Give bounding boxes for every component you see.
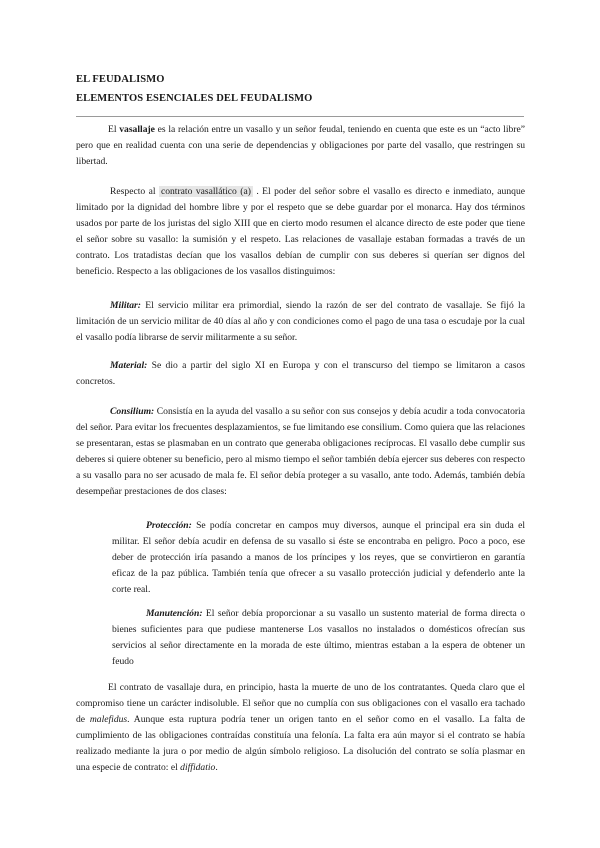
paragraph-contrato: [76, 184, 525, 280]
p1-text-a: El: [108, 124, 120, 135]
p2-text-b: . El poder del señor sobre el vasallo es directo e inmediato, aunque limitado por la dignidad del hombre libre y por el respeto que se debe guardar por el monarca. Hay dos términos usados por parte de los juristas del siglo XIII que en cierto modo resumen el alcance directo de este poder que tiene el señor sobre su vasallo: la sumisión y el respeto. Las relaciones de vasallaje estaban formadas a través de un contrato. Los tratadistas decían que los vasallos debían de cumplir con sus deberes si querían ser dignos del beneficio. Respecto a las obligaciones de los vasallos distinguimos:: [76, 186, 525, 277]
highlighted-term: contrato vasallático (a): [160, 186, 251, 197]
consilium-text: Consistía en la ayuda del vasallo a su señor con sus consejos y debía acudir a toda convocatoria del señor. Para evitar los frecuentes desplazamientos, se fue limitando ese consilium. Como quiera que las relaciones se presentaran, estas se plasmaban en un contrato que generaba obligaciones recíprocas. El vasallo debe cumplir sus deberes si quiere obtener su beneficio, pero al mismo tiempo el señor también debía ejercer sus deberes con respecto a su vasallo para no ser acusado de mala fe. El señor debía proteger a su vasallo, ante todo. Además, también debía desempeñar prestaciones de dos clases:: [76, 406, 525, 497]
p3-text-c: .: [215, 762, 218, 773]
document-subtitle: ELEMENTOS ESENCIALES DEL FEUDALISMO: [76, 93, 313, 104]
heading-divider: [76, 116, 524, 117]
obligation-consilium: [76, 404, 525, 500]
obligation-militar: [76, 298, 525, 346]
label-material: Material:: [110, 360, 148, 371]
term-malefidus: malefidus: [89, 714, 128, 725]
term-diffidatio: diffidatio: [180, 762, 216, 773]
paragraph-vasallaje: [76, 122, 525, 170]
term-vasallaje: vasallaje: [119, 124, 155, 135]
prestacion-manutencion: [112, 606, 525, 670]
label-consilium: Consilium:: [110, 406, 155, 417]
manutencion-text: El señor debía proporcionar a su vasallo un sustento material de forma directa o bienes suficientes para que pudiese mantenerse Los vasallos no instalados o domésticos ofrecían sus servicios al señor directamente en la morada de este último, mientras estaban a la espera de obtener un feudo: [112, 608, 525, 667]
militar-text: El servicio militar era primordial, siendo la razón de ser del contrato de vasallaje. Se fijó la limitación de un servicio militar de 40 días al año y con condiciones como el pago de una tasa o escudaje por la cual el vasallo podía librarse de servir militarmente a su señor.: [76, 300, 525, 343]
obligation-material: [76, 358, 525, 390]
document-title: EL FEUDALISMO: [76, 74, 165, 85]
p2-text-a: Respecto al: [110, 186, 159, 197]
prestacion-proteccion: [112, 518, 525, 598]
label-militar: Militar:: [110, 300, 141, 311]
p3-text-b: . Aunque esta ruptura podría tener un origen tanto en el señor como en el vasallo. La falta de cumplimiento de las obligaciones contraídas constituía una felonía. La falta era aún mayor si el contrato se había realizado mediante la jura o por medio de algún símbolo religioso. La disolución del contrato se solía plasmar en una especie de contrato: el: [76, 714, 525, 773]
proteccion-text: Se podía concretar en campos muy diversos, aunque el principal era sin duda el militar. El señor debía acudir en defensa de su vasallo si éste se encontraba en peligro. Poco a poco, ese deber de protección iría pasando a manos de los príncipes y los reyes, que se convirtieron en garantía eficaz de la paz pública. También tenía que ofrecer a su vasallo protección judicial y defenderlo ante la corte real.: [112, 520, 525, 595]
label-manutencion: Manutención:: [146, 608, 203, 619]
material-text: Se dio a partir del siglo XI en Europa y con el transcurso del tiempo se limitaron a casos concretos.: [76, 360, 525, 387]
p1-text-b: es la relación entre un vasallo y un señor feudal, teniendo en cuenta que este es un “acto libre” pero que en realidad cuenta con una serie de dependencias y obligaciones por parte del vasallo, que restringen su libertad.: [76, 124, 525, 167]
paragraph-duracion: [76, 680, 525, 776]
label-proteccion: Protección:: [146, 520, 192, 531]
p3-text-a: El contrato de vasallaje dura, en principio, hasta la muerte de uno de los contratantes. Queda claro que el compromiso tiene un carácter indisoluble. El señor que no cumplía con sus obligaciones con el vasallo era tachado de: [76, 682, 525, 725]
